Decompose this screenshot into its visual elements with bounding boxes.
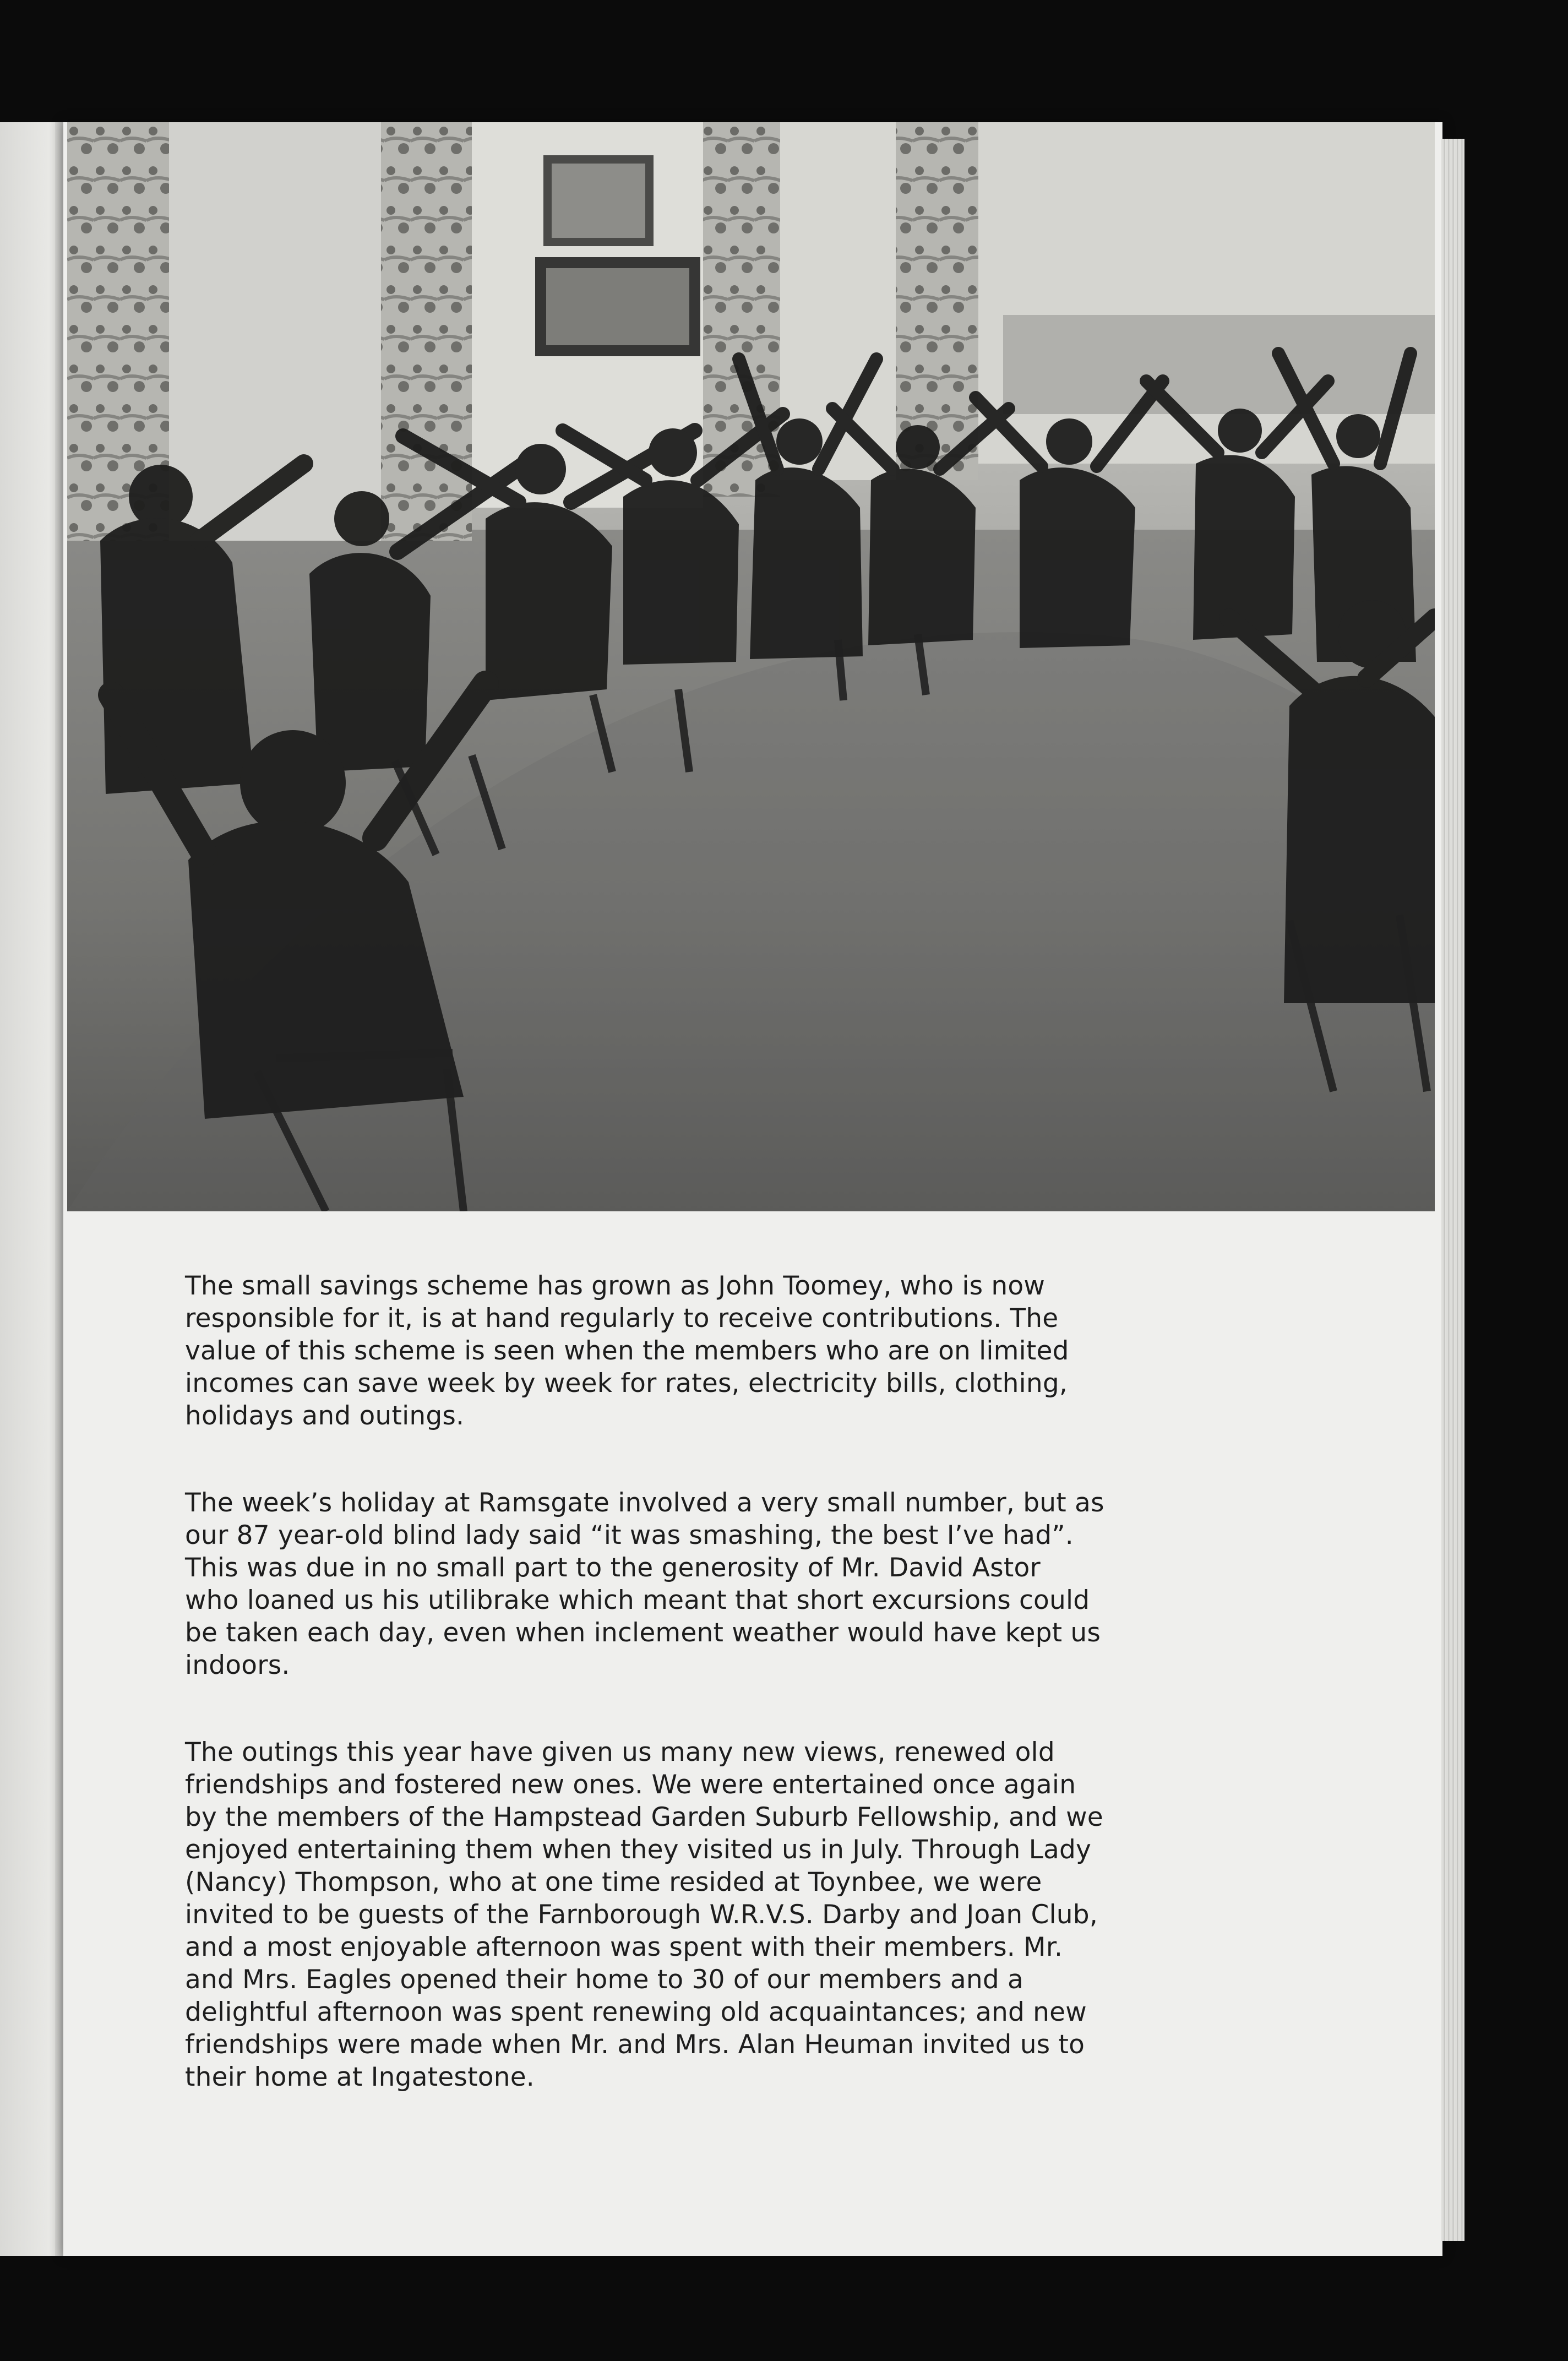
- outings-paragraph: [185, 1736, 1226, 2093]
- body-text: [185, 1270, 1226, 2148]
- text-line: responsible for it, is at hand regularly to receive contributions. The: [185, 1303, 1059, 1334]
- text-line: be taken each day, even when inclement weather would have kept us: [185, 1618, 1101, 1648]
- text-line: their home at Ingatestone.: [185, 2062, 535, 2092]
- text-line: who loaned us his utilibrake which meant that short excursions could: [185, 1585, 1090, 1615]
- text-line: and Mrs. Eagles opened their home to 30 of our members and a: [185, 1965, 1024, 1995]
- text-line: invited to be guests of the Farnborough W.R.V.S. Darby and Joan Club,: [185, 1900, 1098, 1930]
- text-line: our 87 year-old blind lady said “it was smashing, the best I’ve had”.: [185, 1520, 1074, 1551]
- text-line: enjoyed entertaining them when they visited us in July. Through Lady: [185, 1835, 1092, 1865]
- text-line: The small savings scheme has grown as John Toomey, who is now: [185, 1271, 1046, 1301]
- text-line: incomes can save week by week for rates, electricity bills, clothing,: [185, 1368, 1068, 1399]
- text-line: delightful afternoon was spent renewing old acquaintances; and new: [185, 1997, 1087, 2027]
- page-edges: [1441, 139, 1464, 2241]
- text-line: indoors.: [185, 1650, 290, 1680]
- text-line: friendships were made when Mr. and Mrs. Alan Heuman invited us to: [185, 2030, 1085, 2060]
- text-line: value of this scheme is seen when the members who are on limited: [185, 1336, 1069, 1366]
- text-line: The outings this year have given us many new views, renewed old: [185, 1737, 1055, 1767]
- text-line: and a most enjoyable afternoon was spent with their members. Mr.: [185, 1932, 1063, 1962]
- text-line: holidays and outings.: [185, 1401, 465, 1431]
- exercise-class-photo-illustration: [67, 122, 1435, 1211]
- text-line: by the members of the Hampstead Garden Suburb Fellowship, and we: [185, 1802, 1103, 1832]
- text-line: friendships and fostered new ones. We were entertained once again: [185, 1770, 1076, 1800]
- text-line: The week’s holiday at Ramsgate involved a very small number, but as: [185, 1488, 1104, 1518]
- text-line: This was due in no small part to the generosity of Mr. David Astor: [185, 1553, 1041, 1583]
- savings-scheme-paragraph: [185, 1270, 1226, 1432]
- exercise-class-photo: [67, 122, 1435, 1211]
- ramsgate-holiday-paragraph: [185, 1487, 1226, 1682]
- text-line: (Nancy) Thompson, who at one time resided at Toynbee, we were: [185, 1867, 1042, 1897]
